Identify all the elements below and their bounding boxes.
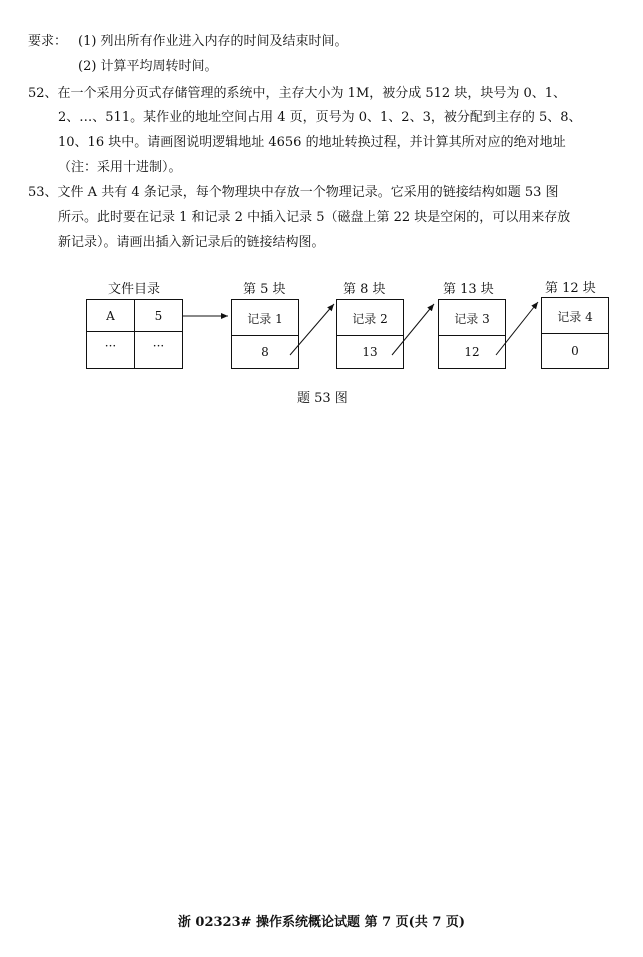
requirements-label: 要求： [28,34,68,49]
block-next-pointer: 13 [362,345,378,359]
block-title: 第 13 块 [443,282,494,297]
block-title: 第 5 块 [243,282,286,297]
question-52-line-4: （注：采用十进制）。 [58,160,182,175]
page-footer: 浙 02323# 操作系统概论试题 第 7 页(共 7 页) [177,915,466,930]
block-next-pointer: 8 [261,345,269,359]
block-title: 第 12 块 [545,281,596,296]
directory-start-block: 5 [154,309,163,323]
block-8-to-block-13-arrow [392,304,434,355]
question-52-line-3: 10、16 块中。请画图说明逻辑地址 4656 的地址转换过程，并计算其所对应的绝对地址 [58,135,566,150]
block-record: 记录 4 [557,310,593,324]
block-record: 记录 3 [454,312,490,326]
block-13-to-block-12-arrow [496,302,538,355]
directory-file-name: A [106,309,115,323]
question-53-line-3: 新记录）。请画出插入新记录后的链接结构图。 [58,235,325,250]
block-title: 第 8 块 [343,282,386,297]
figure-caption: 题 53 图 [297,391,348,406]
directory-title: 文件目录 [108,282,161,297]
block-5-to-block-8-arrow [290,304,334,355]
directory-ellipsis-1: ··· [104,339,117,353]
question-53-line-1: 53、文件 A 共有 4 条记录，每个物理块中存放一个物理记录。它采用的链接结构如题 53 图 [28,185,559,200]
block-next-pointer: 12 [464,345,480,359]
question-53-line-2: 所示。此时要在记录 1 和记录 2 中插入记录 5（磁盘上第 22 块是空闲的，可以用来存放 [58,210,571,225]
block-record: 记录 1 [247,312,283,326]
directory-ellipsis-2: ··· [152,339,165,353]
requirement-item-1: (1) 列出所有作业进入内存的时间及结束时间。 [78,34,348,49]
block-next-pointer: 0 [571,344,579,358]
requirement-item-2: (2) 计算平均周转时间。 [78,59,218,74]
question-52-line-1: 52、在一个采用分页式存储管理的系统中，主存大小为 1M，被分成 512 块，块号为 0、1、 [28,86,567,101]
question-52-line-2: 2、…、511。某作业的地址空间占用 4 页，页号为 0、1、2、3，被分配到主存的 5、8、 [58,110,582,125]
block-record: 记录 2 [352,312,388,326]
